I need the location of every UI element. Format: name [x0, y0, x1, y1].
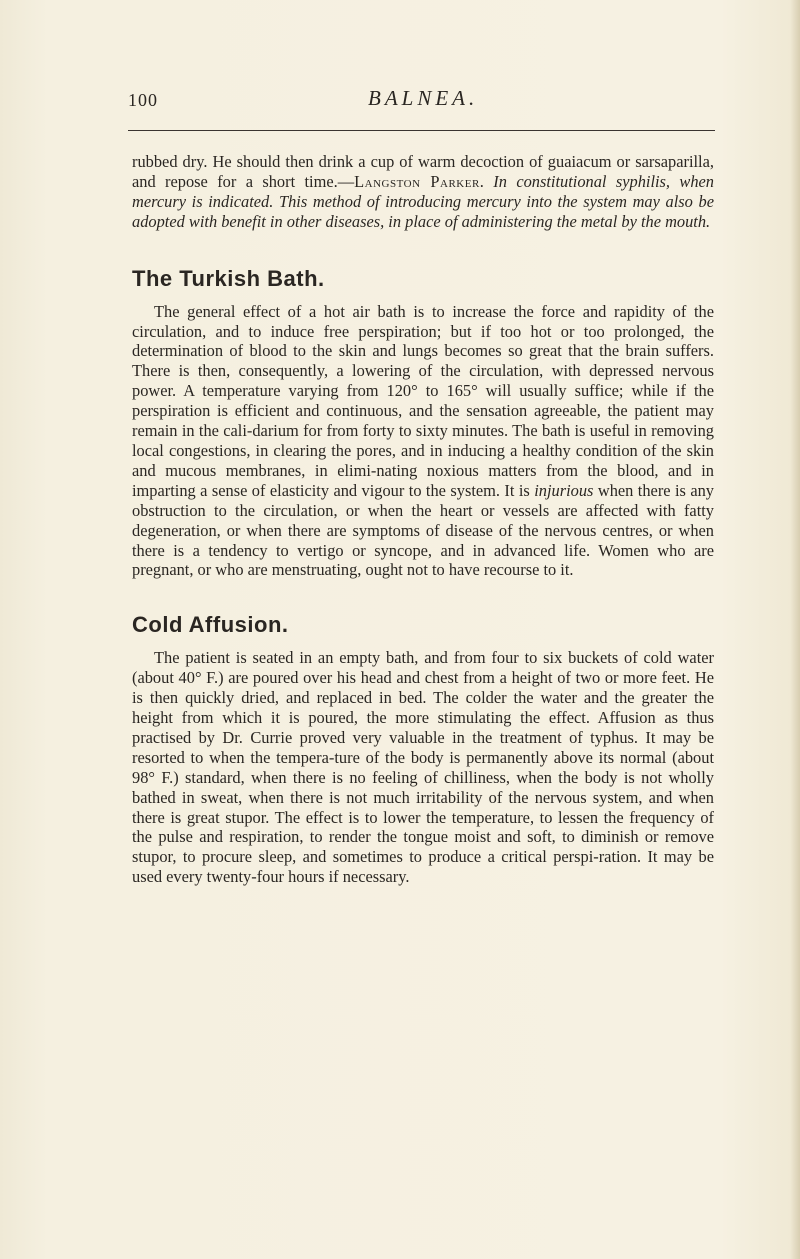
- intro-paragraph: [132, 152, 714, 232]
- page-edge-shadow: [790, 0, 800, 1259]
- turkish-bath-emphasis: injurious: [534, 480, 594, 500]
- intro-text: rubbed dry. He should then drink a cup of warm decoction of guaiacum or sarsaparilla, and repose for a short time.—: [132, 152, 714, 191]
- cold-affusion-paragraph: The patient is seated in an empty bath, and from four to six buckets of cold water (about 40° F.) are poured over his head and chest from a height of two or more feet. He is then quickly dried, and replaced in bed. The colder the water and the greater the height from which it is poured, the more stimulating the effect. Affusion as thus practised by Dr. Currie proved very valuable in the treatment of typhus. It may be resorted to when the tempera-ture of the body is permanently above its normal (about 98° F.) standard, when there is no feeling of chilliness, when the body is not wholly bathed in sweat, when there is not much irritability of the nervous system, and when there is great stupor. The effect is to lower the temperature, to lessen the frequency of the pulse and respiration, to render the tongue moist and soft, to diminish or remove stupor, to procure sleep, and sometimes to produce a critical perspi-ration. It may be used every twenty-four hours if necessary.: [132, 648, 714, 887]
- page-body: [132, 152, 714, 887]
- intro-separator: .: [479, 171, 494, 191]
- running-title: BALNEA.: [368, 86, 479, 110]
- page-number: 100: [128, 90, 158, 110]
- page-header: [128, 86, 713, 126]
- turkish-bath-paragraph: [132, 302, 714, 581]
- header-rule: [128, 130, 715, 131]
- intro-italic-note: In constitutional syphilis, when mercury is indicated. This method of introducing mercury into the system may also be adopted with benefit in other diseases, in place of administering the metal by the mouth.: [132, 171, 714, 231]
- author-name: Langston Parker: [354, 171, 480, 191]
- turkish-bath-heading: The Turkish Bath.: [132, 265, 325, 291]
- cold-affusion-heading: Cold Affusion.: [132, 612, 289, 638]
- turkish-bath-text: The general effect of a hot air bath is to increase the force and rapidity of the circulation, and to induce free perspiration; but if too hot or too prolonged, the determination of blood to the skin and lungs becomes so great that the brain suffers. There is then, consequently, a lowering of the circulation, with depressed nervous power. A temperature varying from 120° to 165° will usually suffice; while if the perspiration is efficient and continuous, and the sensation agreeable, the patient may remain in the cali-darium for from forty to sixty minutes. The bath is useful in removing local congestions, in clearing the pores, and in inducing a healthy condition of the skin and mucous membranes, in elimi-nating noxious matters from the blood, and in imparting a sense of elasticity and vigour to the system. It is: [132, 301, 714, 500]
- turkish-bath-text-continued: when there is any obstruction to the circulation, or when the heart or vessels are affected with fatty degeneration, or when there are symptoms of disease of the nervous centres, or when there is a tendency to vertigo or syncope, and in advanced life. Women who are pregnant, or who are menstruating, ought not to have recourse to it.: [132, 480, 714, 580]
